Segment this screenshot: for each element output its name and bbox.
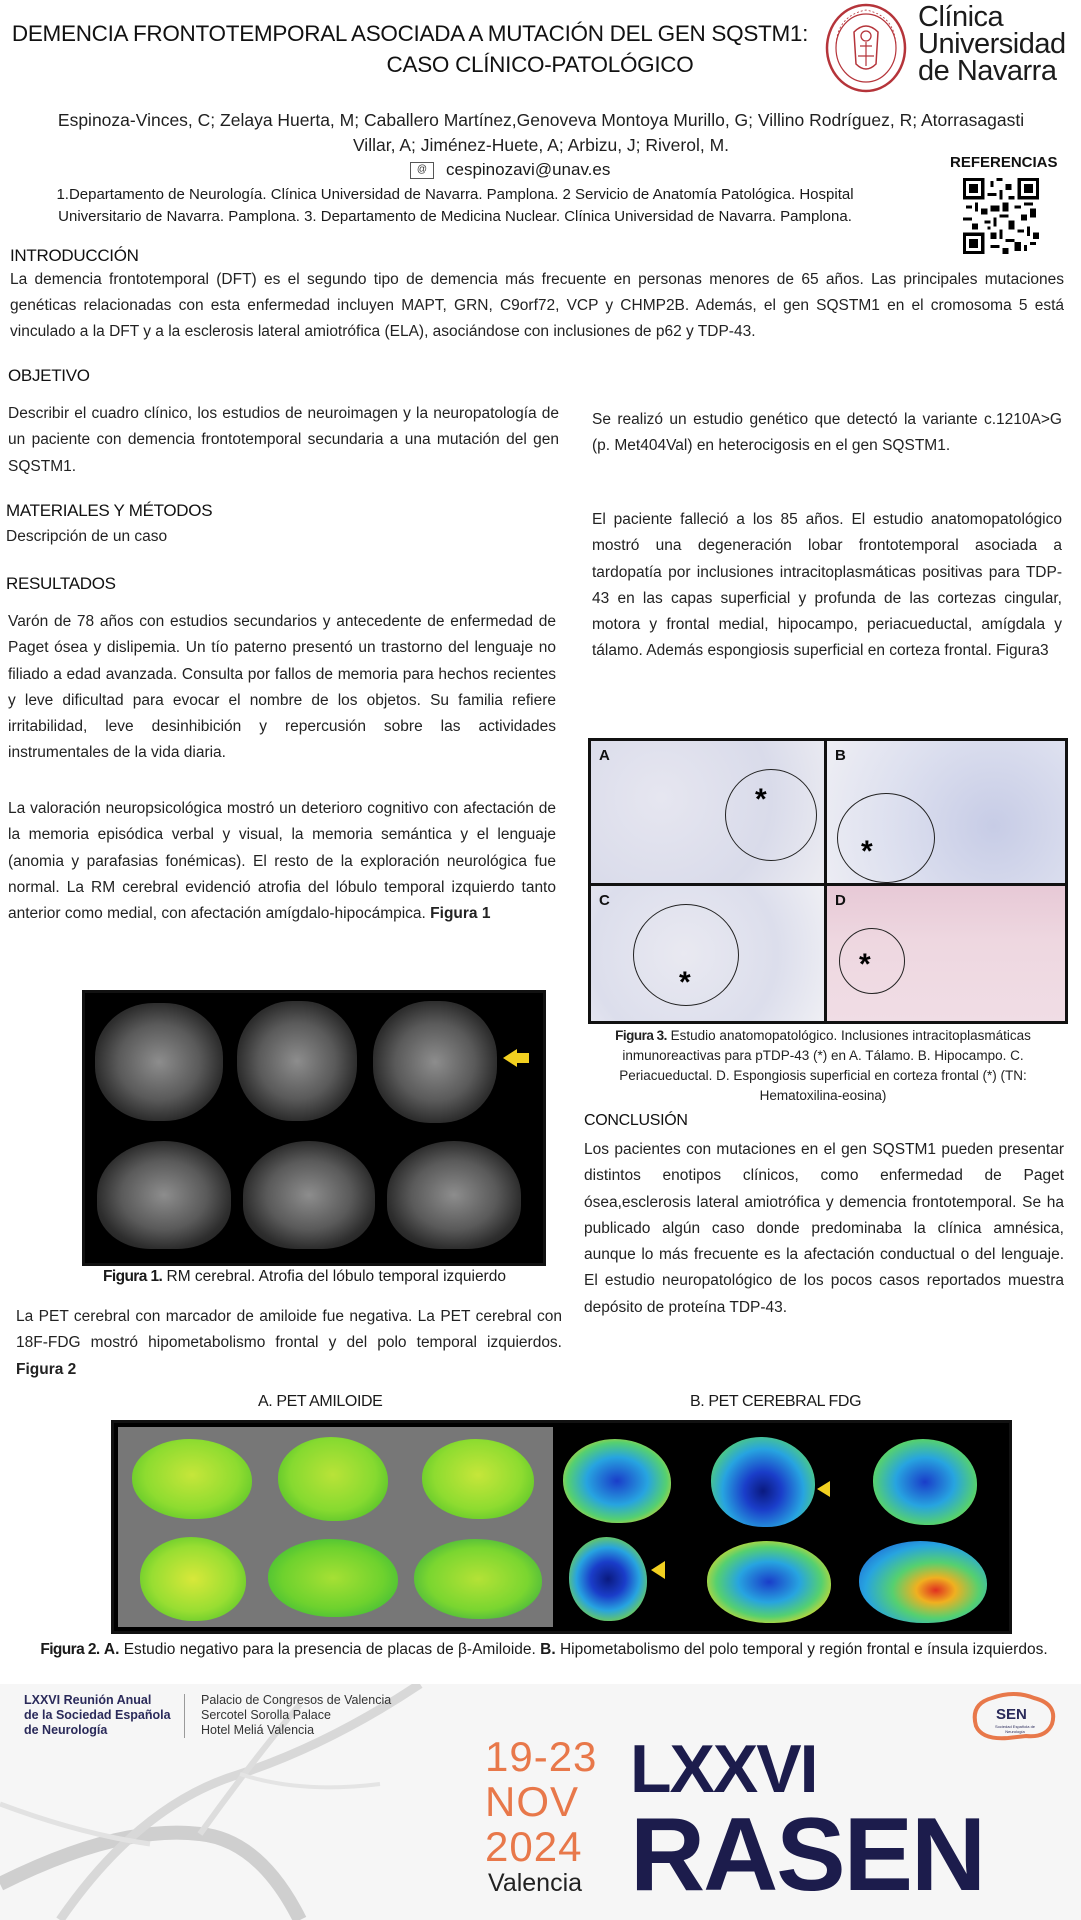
pet-amyloid-view-6 <box>414 1539 542 1619</box>
arrow-icon <box>651 1561 665 1579</box>
university-seal-icon <box>824 2 908 94</box>
title-line-1: DEMENCIA FRONTOTEMPORAL ASOCIADA A MUTACIÓN DEL GEN SQSTM1: <box>11 21 809 46</box>
pet-fdg-view-6 <box>859 1541 987 1623</box>
footer-venues: Palacio de Congresos de Valencia Sercotel Sorolla Palace Hotel Meliá Valencia <box>201 1693 392 1737</box>
mri-sagittal-3 <box>387 1141 521 1249</box>
asterisk-icon: * <box>861 835 873 868</box>
intro-text: La demencia frontotemporal (DFT) es el segundo tipo de demencia más frecuente en personas menores de 65 años. Las principales mutaciones genéticas relacionadas con esta enfermedad incluyen MAPT, GRN, C9orf72, VCP y CHMP2B. Además, el gen SQSTM1 en el cromosoma 5 está vinculado a la DFT y a la esclerosis lateral amiotrófica (ELA), asociándose con inclusiones de p62 y TDP-43. <box>10 271 1064 340</box>
conclusion-text: Los pacientes con mutaciones en el gen SQSTM1 pueden presentar distintos enotipos clínicos, como enfermedad de Paget ósea,esclerosis lateral amiotrófica y demencia frontotemporal. Se ha publicado algún caso donde predominaba la clínica amnésica, aunque lo más frecuente es la afectación conductual o del lenguaje. El estudio neuropatológico de los pocos casos reportados muestra depósito de proteína TDP-43. <box>584 1141 1064 1316</box>
arrow-icon-tail <box>515 1053 529 1063</box>
methods-heading: MATERIALES Y MÉTODOS <box>6 501 213 520</box>
clinica-logo-text: Clínica Universidad de Navarra <box>918 1 1066 87</box>
footer-organization: LXXVI Reunión Anual de la Sociedad Española de Neurología <box>24 1693 171 1737</box>
mri-sagittal-2 <box>243 1141 375 1249</box>
pet-fdg-view-1 <box>563 1439 671 1523</box>
figure-1-reference: Figura 1 <box>430 905 491 923</box>
email-icon: @ <box>410 162 434 179</box>
pet-amyloid-view-5 <box>268 1539 398 1617</box>
mri-axial-3 <box>373 1001 497 1123</box>
figure-1-caption: Figura 1. RM cerebral. Atrofia del lóbulo temporal izquierdo <box>103 1268 506 1285</box>
asterisk-icon: * <box>679 966 691 999</box>
conference-footer <box>0 1684 1081 1920</box>
footer-dates: 19-23 NOV 2024 <box>485 1733 598 1870</box>
figure-2-reference: Figura 2 <box>16 1360 77 1378</box>
footer-rasen: RASEN <box>630 1797 985 1913</box>
figure-1-mri <box>82 990 546 1266</box>
histology-panel-a: A * <box>591 741 824 883</box>
arrow-icon <box>817 1481 830 1497</box>
pet-fdg-view-3 <box>873 1439 977 1525</box>
pet-fdg-view-5 <box>707 1541 831 1623</box>
histology-panel-d: D * <box>827 886 1065 1021</box>
pet-paragraph: La PET cerebral con marcador de amiloide fue negativa. La PET cerebral con 18F-FDG mostró hipometabolismo frontal y del polo temporal izquierdos. Figura 2 <box>16 1308 562 1378</box>
histology-panel-b: B * <box>827 741 1065 883</box>
methods-text: Descripción de un caso <box>6 528 168 545</box>
authors: Espinoza-Vinces, C; Zelaya Huerta, M; Caballero Martínez,Genoveva Montoya Murillo, G; Villino Rodríguez, R; Atorrasagasti Villar, A; Jiménez-Huete, A; Arbizu, J; Riverol, M. <box>57 110 1025 155</box>
sen-logo: SEN Sociedad Española de Neurología <box>968 1690 1060 1742</box>
histology-panel-c: C * <box>591 886 824 1021</box>
figure-3-reference: Figura3 <box>996 642 1049 660</box>
intro-heading: INTRODUCCIÓN <box>10 246 139 265</box>
references-label: REFERENCIAS <box>950 154 1058 171</box>
figure-2-title-a: A. PET AMILOIDE <box>258 1393 383 1410</box>
mri-sagittal-1 <box>97 1141 231 1249</box>
email-address[interactable]: cespinozavi@unav.es <box>446 160 611 179</box>
objective-text: Describir el cuadro clínico, los estudios de neuroimagen y la neuropatología de un paciente con demencia frontotemporal secundaria a una mutación del gen SQSTM1. <box>8 405 559 475</box>
pet-fdg-view-4 <box>569 1537 647 1621</box>
conclusion-heading: CONCLUSIÓN <box>584 1112 688 1129</box>
pet-amyloid-panel <box>118 1427 553 1627</box>
pet-amyloid-view-4 <box>140 1537 246 1621</box>
figure-3-caption: Figura 3. Estudio anatomopatológico. Inclusiones intracitoplasmáticas inmunoreactivas para pTDP-43 (*) en A. Tálamo. B. Hipocampo. C. Periacueductal. D. Espongiosis superficial en corteza frontal (*) (TN: Hematoxilina-eosina) <box>615 1028 1031 1103</box>
figure-3-histology <box>588 738 1068 1024</box>
pet-fdg-panel <box>555 1427 1005 1627</box>
title-line-2: CASO CLÍNICO-PATOLÓGICO <box>386 52 694 77</box>
poster-title <box>10 18 810 80</box>
results-paragraph-2: La valoración neuropsicológica mostró un deterioro cognitivo con afectación de la memoria episódica verbal y visual, la memoria semántica y el lenguaje (anomia y parafasias fonémicas). El resto de la exploración neurológica fue normal. La RM cerebral evidenció atrofia del lóbulo temporal izquierdo tanto anterior como medial, con afectación amígdalo-hipocámpica. Figura 1 <box>8 800 556 923</box>
mri-axial-1 <box>95 1003 223 1121</box>
objective-heading: OBJETIVO <box>8 366 90 385</box>
affiliations: 1.Departamento de Neurología. Clínica Universidad de Navarra. Pamplona. 2 Servicio de Anatomía Patológica. Hospital Universitario de Navarra. Pamplona. 3. Departamento de Medicina Nuclear. Clínica Universidad de Navarra. Pamplona. <box>56 186 854 225</box>
genetic-study-text: Se realizó un estudio genético que detectó la variante c.1210A>G (p. Met404Val) en heterocigosis en el gen SQSTM1. <box>592 411 1062 455</box>
clinica-logo <box>822 0 1081 96</box>
asterisk-icon: * <box>859 948 871 981</box>
figure-2-pet <box>111 1420 1012 1634</box>
pathology-text: El paciente falleció a los 85 años. El estudio anatomopatológico mostró una degeneración lobar frontotemporal asociada a tardopatía por inclusiones intracitoplasmáticas positivas para TDP-43 en las capas superficial y profunda de las cortezas cingular, motora y frontal medial, hipocampo, periacueductal, amígdala y tálamo. Además espongiosis superficial en corteza frontal. Figura3 <box>592 511 1062 660</box>
results-heading: RESULTADOS <box>6 574 116 593</box>
asterisk-icon: * <box>755 783 767 816</box>
figure-2-caption: Figura 2. A. Estudio negativo para la presencia de placas de β-Amiloide. B. Hipometabolismo del polo temporal y región frontal e ínsula izquierdos. <box>40 1641 1048 1658</box>
contact-email <box>410 160 610 180</box>
footer-divider <box>184 1694 185 1738</box>
pet-fdg-view-2 <box>711 1437 815 1527</box>
pet-amyloid-view-2 <box>278 1437 388 1521</box>
footer-city: Valencia <box>488 1869 583 1897</box>
qr-code-icon[interactable] <box>963 178 1039 254</box>
mri-axial-2 <box>237 1001 357 1121</box>
pet-amyloid-view-1 <box>132 1439 252 1519</box>
pet-amyloid-view-3 <box>422 1439 534 1519</box>
figure-2-title-b: B. PET CEREBRAL FDG <box>690 1393 862 1410</box>
results-paragraph-1: Varón de 78 años con estudios secundarios y antecedente de enfermedad de Paget ósea y dislipemia. Un tío paterno presentó un trastorno del lenguaje no filiado a edad avanzada. Consulta por fallos de memoria para hechos recientes y leve dificultad para evocar el nombre de los objetos. Su familia refiere irritabilidad, leve desinhibición y repercusión sobre las actividades instrumentales de la vida diaria. <box>8 613 556 762</box>
footer-lxxvi: LXXVI <box>630 1731 817 1807</box>
